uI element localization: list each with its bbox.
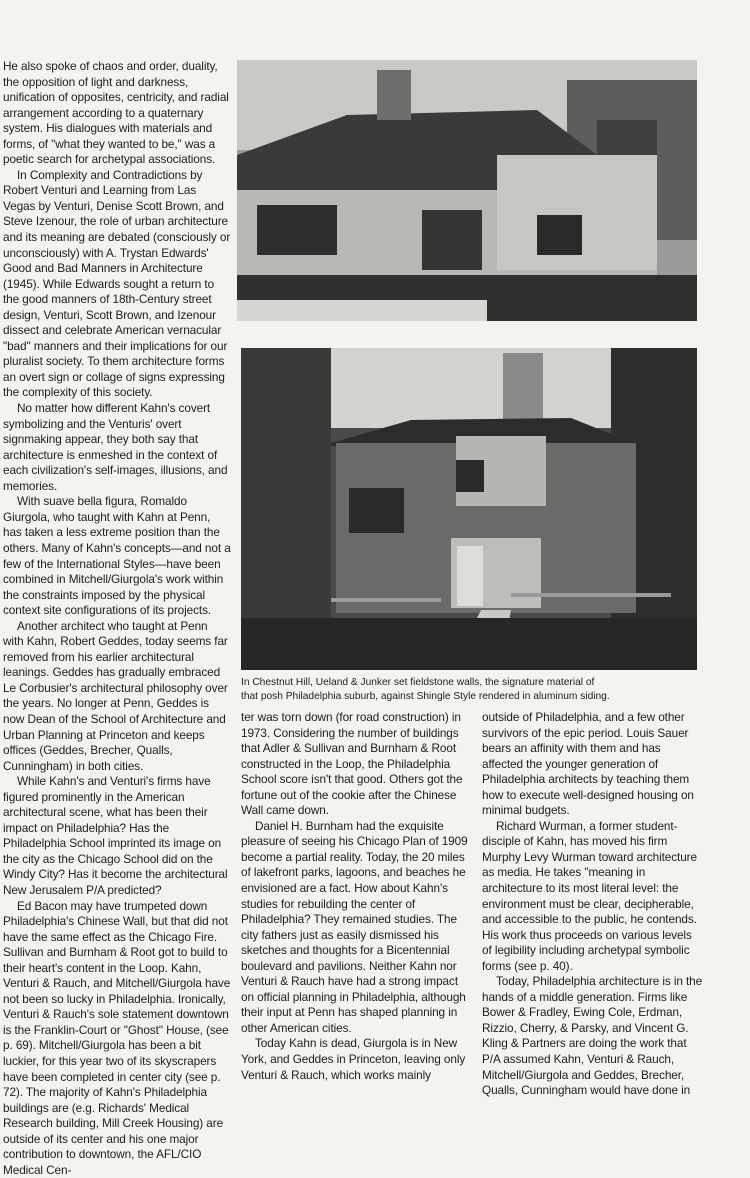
paragraph: outside of Philadelphia, and a few other survivors of the epic period. Louis Sauer bears an affinity with them and has affected the younger generation of Philadelphia architects by teaching them how to execute well-designed housing on minimal budgets.: [482, 710, 694, 818]
paragraph: With suave bella figura, Romaldo Giurgola, who taught with Kahn at Penn, has taken a less extreme position than the others. Many of Kahn's concepts—and not a few of the International Styles—have been combined in Mitchell/Giurgola's work within the constraints imposed by the physical context site configurations of its projects.: [3, 494, 231, 618]
paragraph: Richard Wurman, a former student-disciple of Kahn, has moved his firm Murphy Levy Wurman toward architecture as media. He takes "meaning in architecture to its most literal level: the environment must be clear, decipherable, and accessible to the public, he contends. His work thus proceeds on various levels of legibility including archetypal symbolic forms (see p. 40).: [482, 818, 697, 973]
paragraph: Today Kahn is dead, Giurgola is in New York, and Geddes in Princeton, leaving only Venturi & Rauch, which works mainly: [241, 1036, 466, 1082]
caption-line: In Chestnut Hill, Ueland & Junker set fieldstone walls, the signature material of: [241, 677, 595, 688]
paragraph: Ed Bacon may have trumpeted down Philadelphia's Chinese Wall, but that did not have the same effect as the Chicago Fire. Sullivan and Burnham & Root got to build to their heart's content in the Loop. Kahn, Venturi & Rauch, and Mitchell/Giurgola have not been so lucky in Philadelphia. Ironically, Venturi & Rauch's sole statement downtown is the Franklin-Court or "Ghost" House, (see p. 69). Mitchell/Giurgola has been a bit luckier, for this year two of its skyscrapers have been completed in center city (see p. 72). The majority of Kahn's Philadelphia buildings are (e.g. Richards' Medical Research building, Mill Creek Housing) are outside of its center and his one major contribution to downtown, the AFL/CIO Medical Cen-: [3, 898, 231, 1177]
paragraph: ter was torn down (for road construction) in 1973. Considering the number of buildings that Adler & Sullivan and Burnham & Root constructed in the Loop, the Philadelphia School score isn't that good. Others got the fortune out of the cookie after the Chinese Wall came down.: [241, 710, 463, 818]
paragraph: No matter how different Kahn's covert symbolizing and the Venturis' overt signmaking appear, they both say that architecture is enmeshed in the context of each civilization's self-images, illusions, and memories.: [3, 401, 228, 493]
photo-caption: [241, 676, 711, 703]
caption-line: that posh Philadelphia suburb, against Shingle Style rendered in aluminum siding.: [241, 690, 610, 702]
paragraph: Another architect who taught at Penn with Kahn, Robert Geddes, today seems far removed from his earlier architectural leanings. Geddes has gradually embraced Le Corbusier's architectural philosophy over the years. No longer at Penn, Geddes is now Dean of the School of Architecture and Urban Planning at Princeton and keeps offices (Geddes, Brecher, Qualls, Cunningham) in both cities.: [3, 618, 228, 773]
left-text-column: [3, 59, 231, 1178]
house-photo-fieldstone: [241, 348, 697, 670]
paragraph: In Complexity and Contradictions by Robert Venturi and Learning from Las Vegas by Venturi, Denise Scott Brown, and Steve Izenour, the role of urban architecture and its meaning are debated (consciously or unconsciously) with A. Trystan Edwards' Good and Bad Manners in Architecture (1945). While Edwards sought a return to the good manners of 18th-Century street design, Venturi, Scott Brown, and Izenour dissect and celebrate American vernacular "bad" manners and their implications for our pluralist society. To them architecture forms an overt sign or collage of signs expressing the complexity of this society.: [3, 167, 231, 400]
middle-text-column: [241, 710, 472, 1083]
paragraph: He also spoke of chaos and order, duality, the opposition of light and darkness, unification of opposites, centricity, and radial arrangement according to a quaternary system. His dialogues with materials and forms, of "what they wanted to be," was a poetic search for archetypal associations.: [3, 59, 229, 167]
paragraph: Daniel H. Burnham had the exquisite pleasure of seeing his Chicago Plan of 1909 become a partial reality. Today, the 20 miles of lakefront parks, lagoons, and beaches he envisioned are a fact. How about Kahn's studies for rebuilding the center of Philadelphia? They remained studies. The city fathers just as easily dismissed his sketches and thoughts for a Bicentennial boulevard and pavilions. Neither Kahn nor Venturi & Rauch have had a strong impact on official planning in Philadelphia, although their input at Penn has shaped planning in other American cities.: [241, 818, 468, 1035]
paragraph: Today, Philadelphia architecture is in the hands of a middle generation. Firms like Bower & Fradley, Ewing Cole, Erdman, Rizzio, Cherry, & Parsky, and Vincent G. Kling & Partners are doing the work that P/A assumed Kahn, Venturi & Rauch, Mitchell/Giurgola and Geddes, Brecher, Qualls, Cunningham would have done in: [482, 974, 703, 1098]
paragraph: While Kahn's and Venturi's firms have figured prominently in the American architectural scene, what has been their impact on Philadelphia? Has the Philadelphia School imprinted its image on the city as the Chicago School did on the Windy City? Has it become the architectural New Jerusalem P/A predicted?: [3, 774, 228, 897]
right-text-column: [482, 710, 704, 1099]
house-photo-siding: [237, 60, 697, 321]
